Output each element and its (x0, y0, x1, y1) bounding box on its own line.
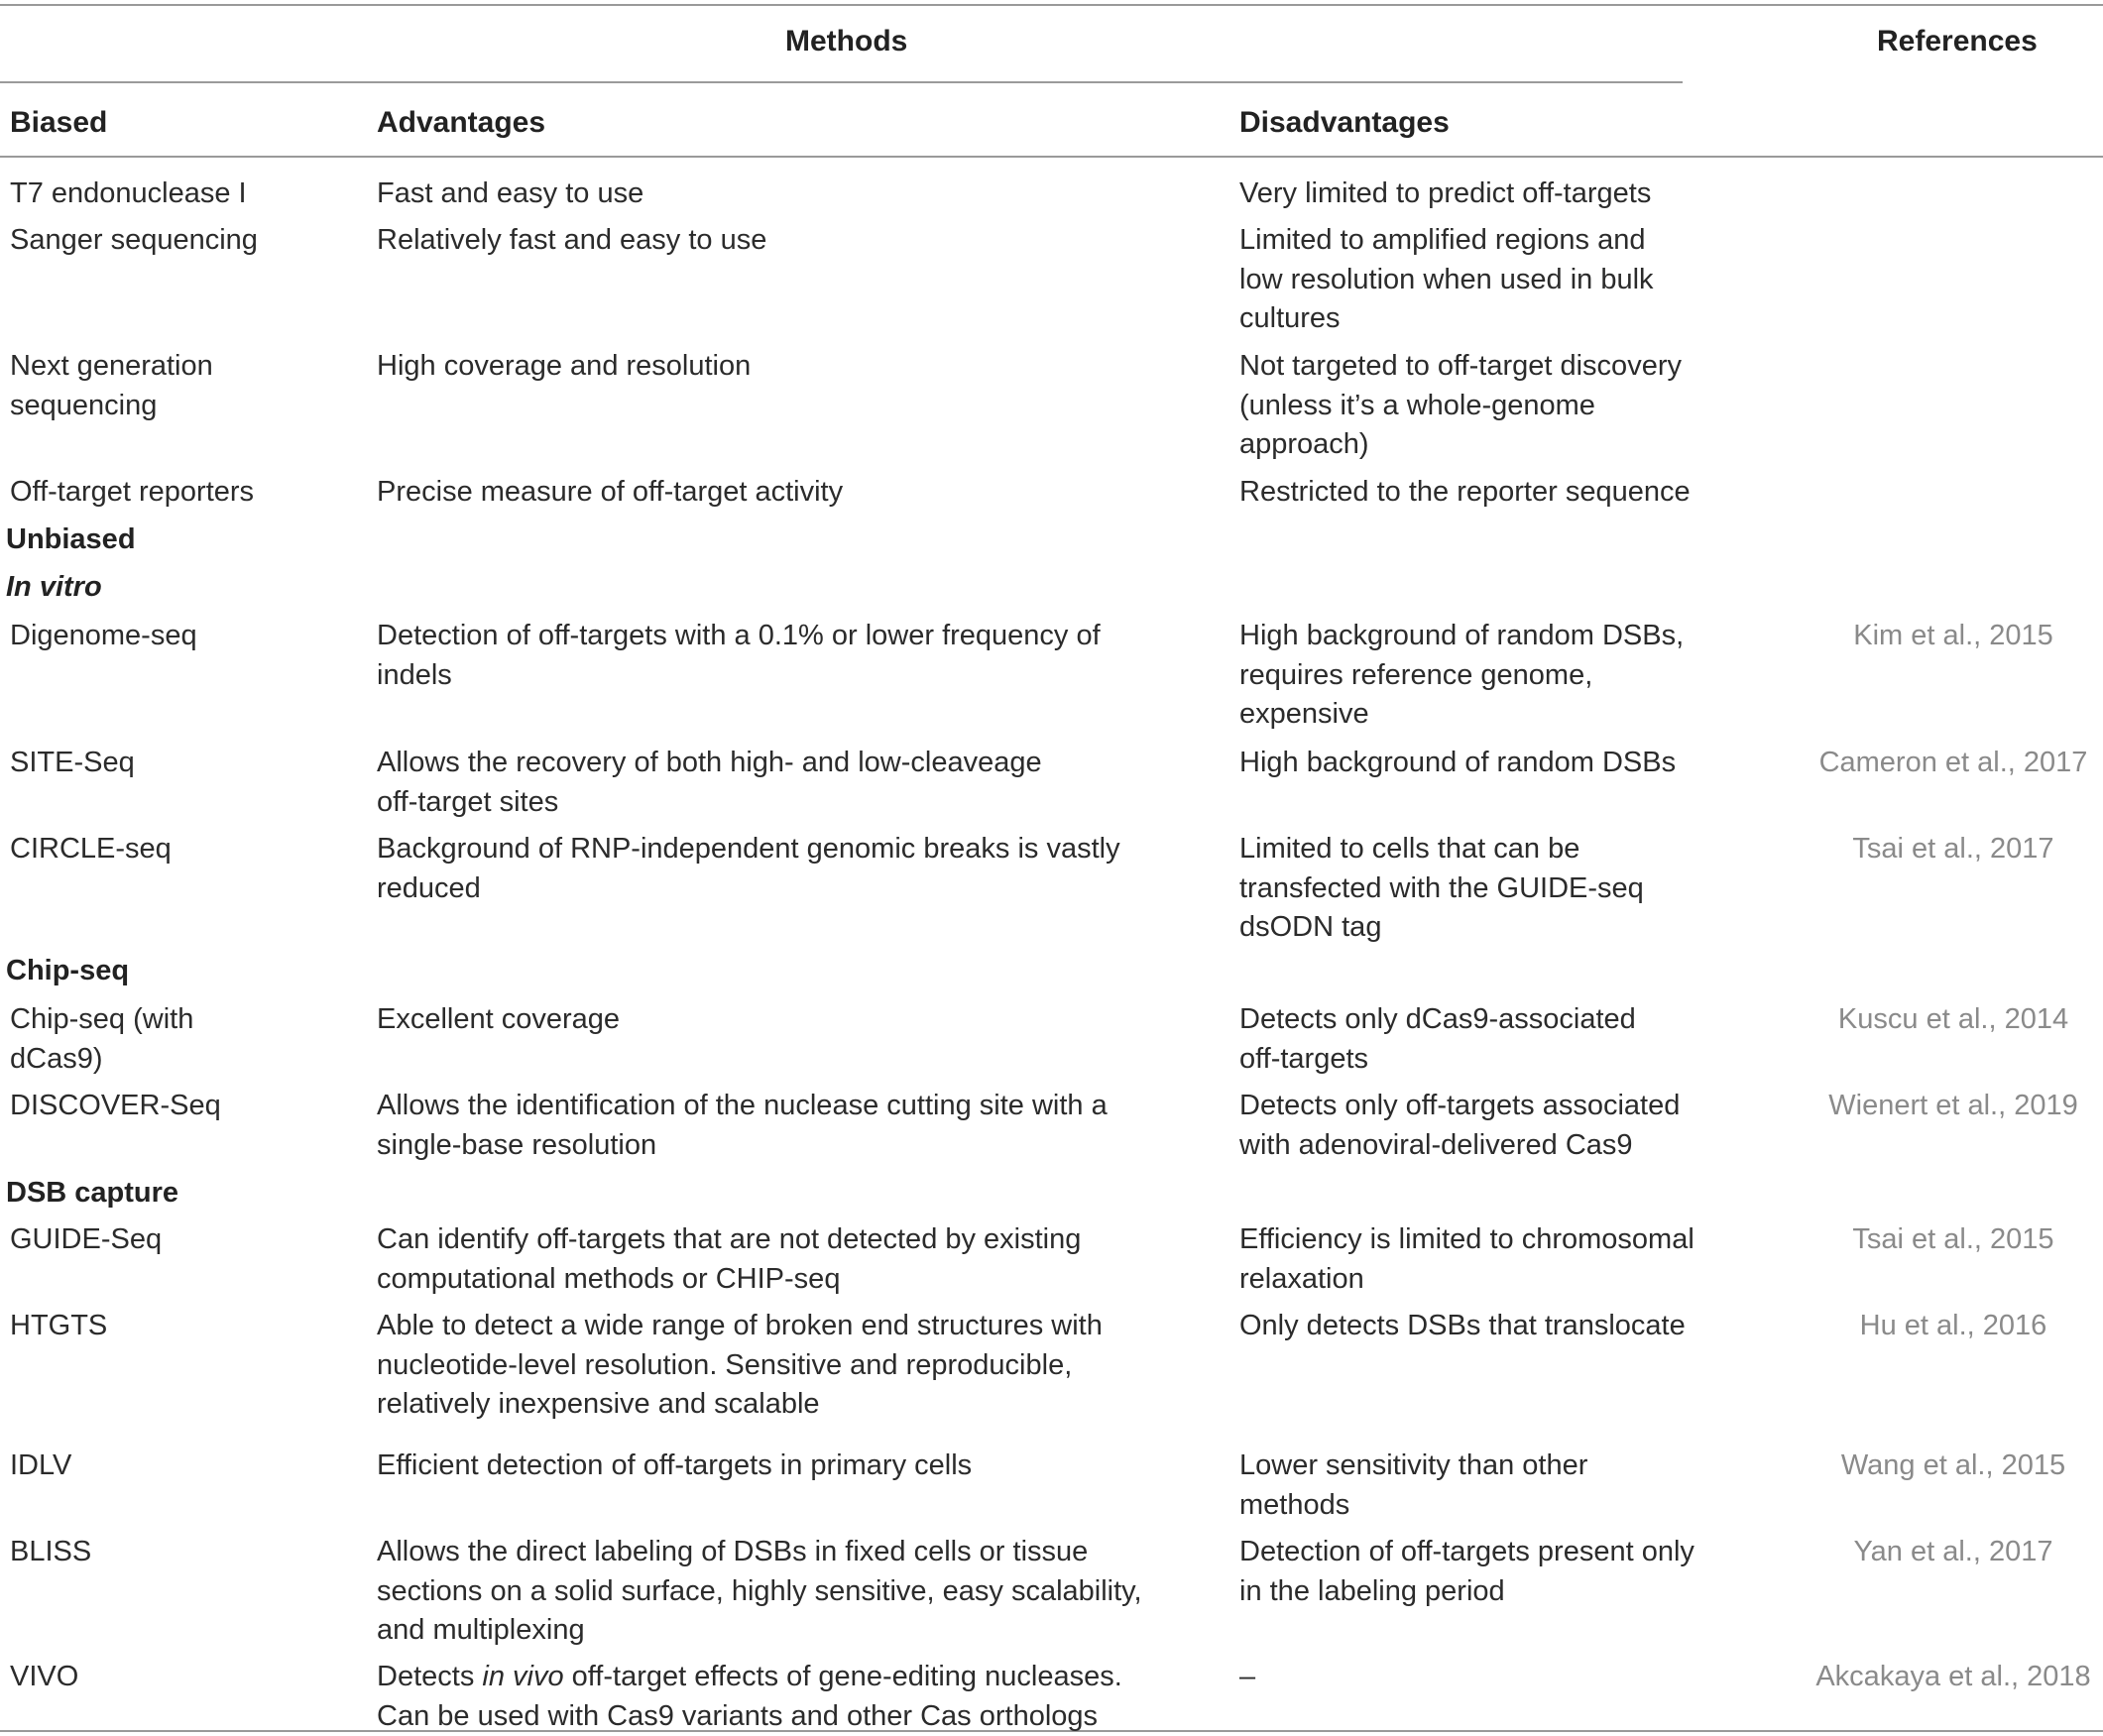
header-bottom-rule (0, 156, 2103, 158)
header-disadvantages: Disadvantages (1239, 106, 1450, 139)
advantages-text: Precise measure of off-target activity (377, 476, 844, 508)
method-name: VIVO (10, 1661, 79, 1692)
disadvantages-text: Restricted to the reporter sequence (1239, 476, 1691, 508)
disadvantages-text: High background of random DSBs (1239, 747, 1677, 778)
method-name: Off-target reporters (10, 476, 255, 508)
disadvantages-text: Efficiency is limited to chromosomal relaxation (1239, 1223, 1694, 1295)
advantages-text: Efficient detection of off-targets in primary cells (377, 1449, 973, 1481)
advantages-text: Allows the recovery of both high- and low-cleaveage off-target sites (377, 747, 1042, 818)
disadvantages-text: High background of random DSBs, requires reference genome, expensive (1239, 620, 1685, 730)
advantages-text: Allows the identification of the nuclease cutting site with a single-base resolution (377, 1090, 1108, 1161)
header-biased: Biased (10, 106, 108, 139)
disadvantages-text: Detects only off-targets associated with adenoviral-delivered Cas9 (1239, 1090, 1681, 1161)
reference-citation: Hu et al., 2016 (1859, 1310, 2047, 1341)
advantages-text: Relatively fast and easy to use (377, 224, 767, 256)
header-advantages: Advantages (377, 106, 546, 139)
method-name: Next generation sequencing (10, 350, 213, 421)
reference-citation: Akcakaya et al., 2018 (1815, 1661, 2091, 1692)
reference-citation: Cameron et al., 2017 (1818, 747, 2088, 778)
advantages-text: Detects in vivo off-target effects of gene-editing nucleases. Can be used with Cas9 variants and other Cas orthologs (377, 1661, 1122, 1732)
method-name: CIRCLE-seq (10, 833, 172, 865)
disadvantages-text: Limited to amplified regions and low resolution when used in bulk cultures (1239, 224, 1654, 334)
advantages-text: Fast and easy to use (377, 177, 644, 209)
reference-citation: Tsai et al., 2017 (1852, 833, 2054, 865)
reference-citation: Yan et al., 2017 (1853, 1536, 2053, 1567)
disadvantages-text: Lower sensitivity than other methods (1239, 1449, 1588, 1521)
disadvantages-text: Detects only dCas9-associated off-targets (1239, 1003, 1636, 1075)
disadvantages-text: Not targeted to off-target discovery (unless it’s a whole-genome approach) (1239, 350, 1682, 460)
reference-citation: Kim et al., 2015 (1853, 620, 2053, 651)
section-heading: Chip-seq (6, 955, 130, 986)
method-name: Sanger sequencing (10, 224, 258, 256)
section-heading: Unbiased (6, 523, 136, 555)
method-name: T7 endonuclease I (10, 177, 247, 209)
reference-citation: Wang et al., 2015 (1840, 1449, 2066, 1481)
method-name: DISCOVER-Seq (10, 1090, 221, 1121)
header-references: References (1877, 25, 2038, 58)
advantages-text: Background of RNP-independent genomic breaks is vastly reduced (377, 833, 1120, 904)
header-methods: Methods (785, 25, 908, 58)
method-name: Digenome-seq (10, 620, 197, 651)
advantages-text: Allows the direct labeling of DSBs in fixed cells or tissue sections on a solid surface, highly sensitive, easy scalability, and multiplexing (377, 1536, 1142, 1646)
disadvantages-text: Very limited to predict off-targets (1239, 177, 1652, 209)
method-name: GUIDE-Seq (10, 1223, 163, 1255)
advantages-text: Excellent coverage (377, 1003, 621, 1035)
method-name: SITE-Seq (10, 747, 135, 778)
advantages-text: Able to detect a wide range of broken end structures with nucleotide-level resolution. Sensitive and reproducible, relatively inexpensive and scalable (377, 1310, 1103, 1420)
subsection-heading: In vitro (6, 571, 102, 603)
advantages-text: High coverage and resolution (377, 350, 752, 382)
reference-citation: Wienert et al., 2019 (1828, 1090, 2078, 1121)
disadvantages-text: Detection of off-targets present only in the labeling period (1239, 1536, 1694, 1607)
disadvantages-text: – (1239, 1661, 1256, 1692)
disadvantages-text: Limited to cells that can be transfected with the GUIDE-seq dsODN tag (1239, 833, 1644, 943)
reference-citation: Kuscu et al., 2014 (1837, 1003, 2069, 1035)
reference-citation: Tsai et al., 2015 (1852, 1223, 2054, 1255)
method-name: BLISS (10, 1536, 92, 1567)
advantages-text: Can identify off-targets that are not detected by existing computational methods or CHIP-seq (377, 1223, 1082, 1295)
methods-underline (0, 81, 1683, 83)
disadvantages-text: Only detects DSBs that translocate (1239, 1310, 1686, 1341)
section-heading: DSB capture (6, 1177, 179, 1209)
top-rule (0, 4, 2103, 6)
method-name: HTGTS (10, 1310, 108, 1341)
method-name: IDLV (10, 1449, 72, 1481)
method-name: Chip-seq (with dCas9) (10, 1003, 194, 1075)
advantages-text: Detection of off-targets with a 0.1% or lower frequency of indels (377, 620, 1101, 691)
